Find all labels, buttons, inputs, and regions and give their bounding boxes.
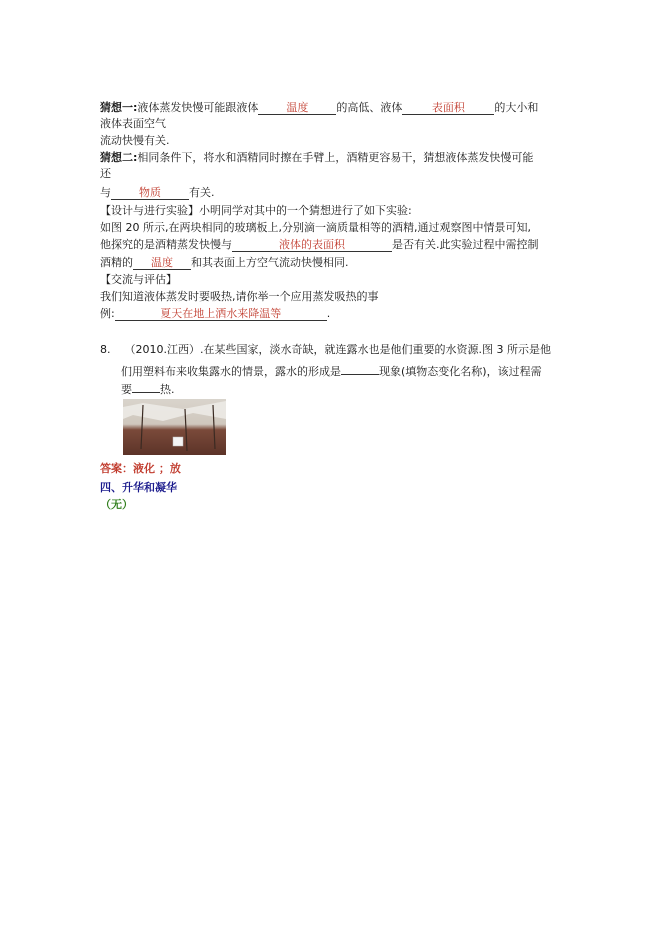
dew-photo-illustration (123, 399, 226, 455)
design-line4: 酒精的 温度 和其表面上方空气流动快慢相同. (100, 256, 349, 269)
question-8-line3: 要 热. (121, 379, 175, 397)
evaluate-line2: 例: 夏天在地上洒水来降温等 . (100, 307, 331, 320)
guess2-label: 猜想二: (100, 151, 138, 164)
design-line3: 他探究的是酒精蒸发快慢与 液体的表面积 是否有关.此实验过程中需控制 (100, 238, 539, 251)
evaluate-line1: 我们知道液体蒸发时要吸热,请你举一个应用蒸发吸热的事 (100, 290, 379, 303)
fill-blank (341, 361, 379, 375)
answer-blank: 表面积 (402, 101, 494, 115)
guess1-line1: 猜想一:液体蒸发快慢可能跟液体 温度 的高低、液体 表面积 的大小和 (100, 101, 539, 114)
guess1-label: 猜想一: (100, 101, 138, 114)
dew-collection-photo (123, 399, 226, 455)
guess1-line2: 液体表面空气 (100, 117, 166, 130)
guess2-line3: 与 物质 有关. (100, 186, 215, 199)
section-heading: 四、升华和凝华 (100, 481, 177, 494)
design-heading: 【设计与进行实验】 (100, 204, 199, 217)
guess1-line3: 流动快慢有关. (100, 134, 170, 147)
design-line1: 【设计与进行实验】小明同学对其中的一个猜想进行了如下实验: (100, 204, 412, 217)
question-8-line2: 们用塑料布来收集露水的情景，露水的形成是 现象(填物态变化名称)，该过程需 (121, 361, 542, 379)
answer-blank: 温度 (133, 256, 191, 270)
answer-blank: 夏天在地上洒水来降温等 (115, 307, 327, 321)
design-line2: 如图 20 所示,在两块相同的玻璃板上,分别滴一滴质量相等的酒精,通过观察图中情景可知, (100, 221, 531, 234)
answer-line: 答案：液化 ；放 (100, 462, 181, 475)
evaluate-heading: 【交流与评估】 (100, 273, 177, 286)
guess2-line1: 猜想二:相同条件下，将水和酒精同时擦在手臂上，酒精更容易干，猜想液体蒸发快慢可能 (100, 151, 534, 164)
answer-blank: 物质 (111, 186, 189, 200)
guess2-line2: 还 (100, 167, 111, 180)
section-none-note: （无） (100, 498, 133, 511)
answer-blank: 温度 (258, 101, 336, 115)
question-number: 8. (100, 343, 111, 356)
answer-blank: 液体的表面积 (232, 238, 392, 252)
fill-blank (132, 379, 160, 393)
question-8-line1: 8. （2010.江西）.在某些国家，淡水奇缺，就连露水也是他们重要的水资源.图 3 所示是他 (100, 343, 551, 356)
